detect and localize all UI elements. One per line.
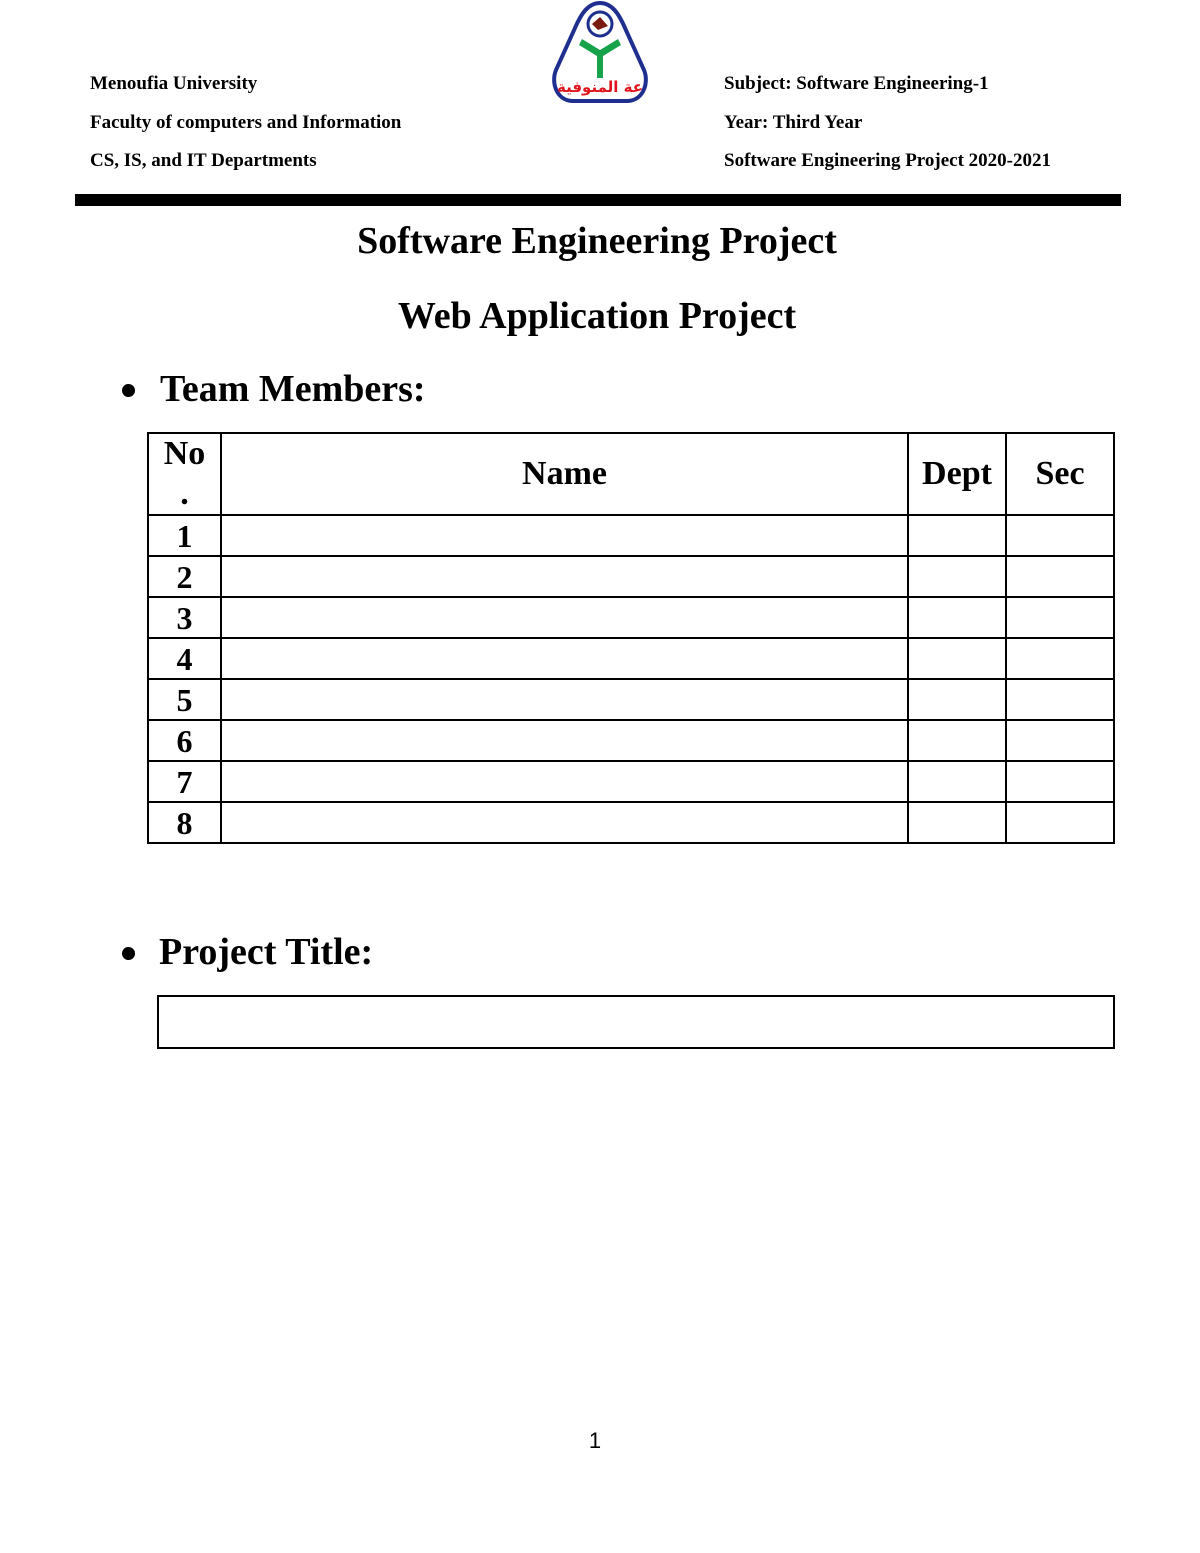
table-row bbox=[148, 761, 1114, 802]
name-cell[interactable] bbox=[221, 597, 908, 638]
col-header-no: No . bbox=[148, 433, 221, 515]
document-subtitle: Web Application Project bbox=[397, 295, 797, 337]
row-number: 8 bbox=[148, 802, 221, 843]
name-cell[interactable] bbox=[221, 679, 908, 720]
sec-cell[interactable] bbox=[1006, 761, 1114, 802]
document-title: Software Engineering Project bbox=[357, 220, 837, 262]
dept-cell[interactable] bbox=[908, 515, 1006, 556]
dept-cell[interactable] bbox=[908, 679, 1006, 720]
year: Year: Third Year bbox=[724, 112, 863, 133]
sec-cell[interactable] bbox=[1006, 802, 1114, 843]
team-members-table bbox=[147, 432, 1115, 844]
dept-cell[interactable] bbox=[908, 638, 1006, 679]
col-header-sec: Sec bbox=[1006, 433, 1114, 515]
project-title-heading: Project Title: bbox=[159, 931, 374, 973]
table-header-row bbox=[148, 433, 1114, 515]
row-number: 6 bbox=[148, 720, 221, 761]
team-members-heading: Team Members: bbox=[160, 368, 426, 410]
name-cell[interactable] bbox=[221, 720, 908, 761]
page-number: 1 bbox=[588, 1428, 602, 1453]
sec-cell[interactable] bbox=[1006, 556, 1114, 597]
project-year: Software Engineering Project 2020-2021 bbox=[724, 150, 1051, 171]
departments: CS, IS, and IT Departments bbox=[90, 150, 317, 171]
bullet-icon bbox=[122, 947, 135, 960]
bullet-icon bbox=[122, 384, 135, 397]
row-number: 2 bbox=[148, 556, 221, 597]
name-cell[interactable] bbox=[221, 638, 908, 679]
table-row bbox=[148, 679, 1114, 720]
row-number: 4 bbox=[148, 638, 221, 679]
university-name: Menoufia University bbox=[90, 73, 258, 94]
col-header-dept: Dept bbox=[908, 433, 1006, 515]
dept-cell[interactable] bbox=[908, 597, 1006, 638]
row-number: 3 bbox=[148, 597, 221, 638]
subject: Subject: Software Engineering-1 bbox=[724, 73, 989, 94]
table-row bbox=[148, 720, 1114, 761]
header-divider bbox=[75, 194, 1121, 206]
dept-cell[interactable] bbox=[908, 802, 1006, 843]
name-cell[interactable] bbox=[221, 515, 908, 556]
col-header-name: Name bbox=[221, 433, 908, 515]
sec-cell[interactable] bbox=[1006, 638, 1114, 679]
sec-cell[interactable] bbox=[1006, 720, 1114, 761]
table-row bbox=[148, 597, 1114, 638]
table-row bbox=[148, 802, 1114, 843]
sec-cell[interactable] bbox=[1006, 515, 1114, 556]
sec-cell[interactable] bbox=[1006, 597, 1114, 638]
table-row bbox=[148, 556, 1114, 597]
row-number: 5 bbox=[148, 679, 221, 720]
dept-cell[interactable] bbox=[908, 761, 1006, 802]
university-logo bbox=[548, 0, 652, 104]
name-cell[interactable] bbox=[221, 761, 908, 802]
dept-cell[interactable] bbox=[908, 720, 1006, 761]
row-number: 7 bbox=[148, 761, 221, 802]
project-title-field[interactable] bbox=[157, 995, 1115, 1049]
name-cell[interactable] bbox=[221, 556, 908, 597]
row-number: 1 bbox=[148, 515, 221, 556]
name-cell[interactable] bbox=[221, 802, 908, 843]
dept-cell[interactable] bbox=[908, 556, 1006, 597]
faculty-name: Faculty of computers and Information bbox=[90, 112, 402, 133]
table-row bbox=[148, 515, 1114, 556]
table-row bbox=[148, 638, 1114, 679]
sec-cell[interactable] bbox=[1006, 679, 1114, 720]
logo-text: عة المنوفية bbox=[557, 78, 643, 96]
